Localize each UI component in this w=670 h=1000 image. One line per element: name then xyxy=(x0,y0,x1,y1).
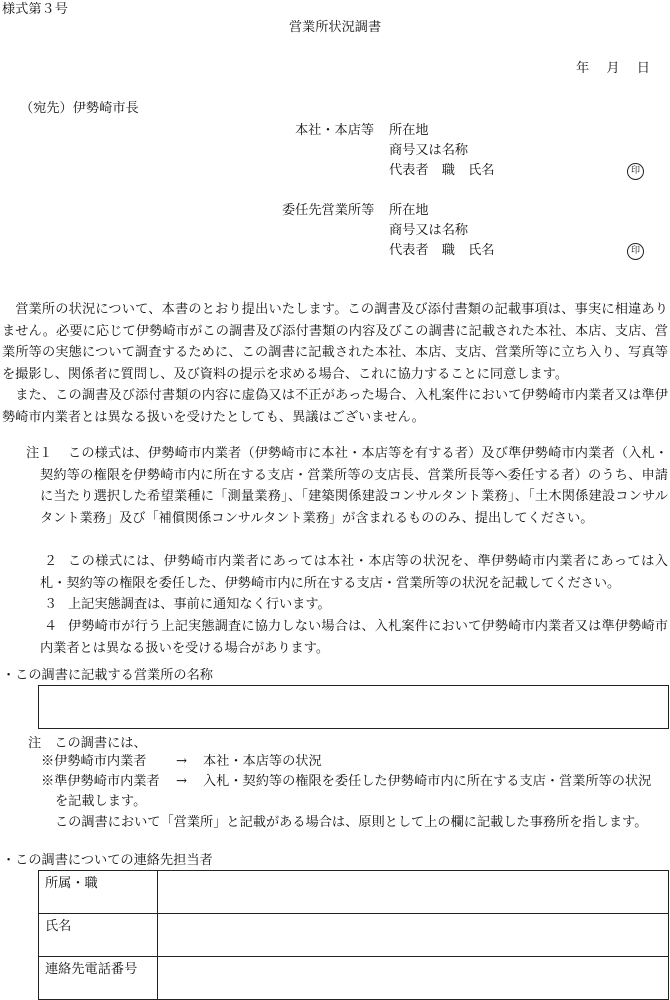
contact-name-label: 氏名 xyxy=(39,914,158,957)
office-name-note-closing: を記載します。 xyxy=(55,794,147,809)
office-name-note-semi-city-vendor: ※準伊勢崎市内業者 xyxy=(41,774,160,789)
head-office-representative-label: 代表者 職 氏名 xyxy=(389,163,495,178)
head-office-label: 本社・本店等 xyxy=(295,123,375,138)
contact-department-label: 所属・職 xyxy=(39,871,158,914)
arrow-icon: → xyxy=(176,774,188,789)
arrow-icon: → xyxy=(176,754,188,769)
contact-department-field[interactable] xyxy=(158,871,669,914)
office-name-note-semi-city-vendor-target: 入札・契約等の権限を委任した伊勢崎市内に所在する支店・営業所等の状況 xyxy=(203,774,652,789)
table-row xyxy=(39,871,669,914)
document-title: 営業所状況調書 xyxy=(288,20,382,35)
office-name-field[interactable] xyxy=(38,685,669,729)
table-row xyxy=(39,914,669,957)
note-text-2: この様式には、伊勢崎市内業者にあっては本社・本店等の状況を、準伊勢崎市内業者にあっては入札・契約等の権限を委任した、伊勢崎市内に所在する支店・営業所等の状況を記載してください。 xyxy=(40,554,668,591)
head-office-seal-mark: 印 xyxy=(627,163,644,180)
contact-phone-field[interactable] xyxy=(158,957,669,1000)
note-text-3: 上記実態調査は、事前に通知なく行います。 xyxy=(68,597,331,612)
note-marker-2: ２ xyxy=(44,554,58,569)
delegated-office-trade-name-label: 商号又は名称 xyxy=(389,223,469,238)
contact-name-field[interactable] xyxy=(158,914,669,957)
office-name-note-head: 注 この調書には、 xyxy=(28,736,147,751)
note-marker-1: 注１ xyxy=(26,446,53,461)
office-name-note-definition: この調書において「営業所」と記載がある場合は、原則として上の欄に記載した事務所を指します。 xyxy=(55,815,648,830)
addressee: （宛先）伊勢崎市長 xyxy=(20,101,139,116)
delegated-office-label: 委任先営業所等 xyxy=(282,203,375,218)
consent-paragraph: 営業所の状況について、本書のとおり提出いたします。この調書及び添付書類の記載事項は、事実に相違ありません。必要に応じて伊勢崎市がこの調書及び添付書類の内容及びこの調書に記載された本社、本店、支店、営業所等の実態について調査するために、この調書に記載された本社、本店、支店、営業所等に立ち入り、写真等を撮影し、関係者に質問し、及び資料の提示を求める場合、これに協力することに同意します。 xyxy=(2,302,668,382)
note-text-1: この様式は、伊勢崎市内業者（伊勢崎市に本社・本店等を有する者）及び準伊勢崎市内業者（入札・契約等の権限を伊勢崎市内に所在する支店・営業所等の支店長、営業所長等へ委任する者）のうち、申請に当たり選択した希望業種に「測量業務」、「建築関係建設コンサルタント業務」、「土木関係建設コンサルタント業務」及び「補償関係コンサルタント業務」が含まれるもののみ、提出してください。 xyxy=(40,446,668,526)
contact-heading: ・この調書についての連絡先担当者 xyxy=(2,853,213,868)
office-name-heading: ・この調書に記載する営業所の名称 xyxy=(2,668,213,683)
date-line: 年 月 日 xyxy=(576,61,652,76)
note-text-4: 伊勢崎市が行う上記実態調査に協力しない場合は、入札案件において伊勢崎市内業者又は準伊勢崎市内業者とは異なる扱いを受ける場合があります。 xyxy=(40,619,668,656)
note-marker-3: ３ xyxy=(44,597,58,612)
office-name-note-city-vendor: ※伊勢崎市内業者 xyxy=(41,754,147,769)
table-row xyxy=(39,957,669,1000)
note-marker-4: ４ xyxy=(44,619,58,634)
form-number: 様式第３号 xyxy=(2,2,68,17)
head-office-location-label: 所在地 xyxy=(389,123,429,138)
head-office-trade-name-label: 商号又は名称 xyxy=(389,143,469,158)
delegated-office-location-label: 所在地 xyxy=(389,203,429,218)
contact-phone-label: 連絡先電話番号 xyxy=(39,957,158,1000)
contact-table xyxy=(38,870,669,1000)
delegated-office-seal-mark: 印 xyxy=(627,243,644,260)
objection-waiver-paragraph: また、この調書及び添付書類の内容に虚偽又は不正があった場合、入札案件において伊勢崎市内業者又は準伊勢崎市内業者とは異なる扱いを受けたとしても、異議はございません。 xyxy=(2,388,668,425)
office-name-note-city-vendor-target: 本社・本店等の状況 xyxy=(203,754,322,769)
delegated-office-representative-label: 代表者 職 氏名 xyxy=(389,243,495,258)
